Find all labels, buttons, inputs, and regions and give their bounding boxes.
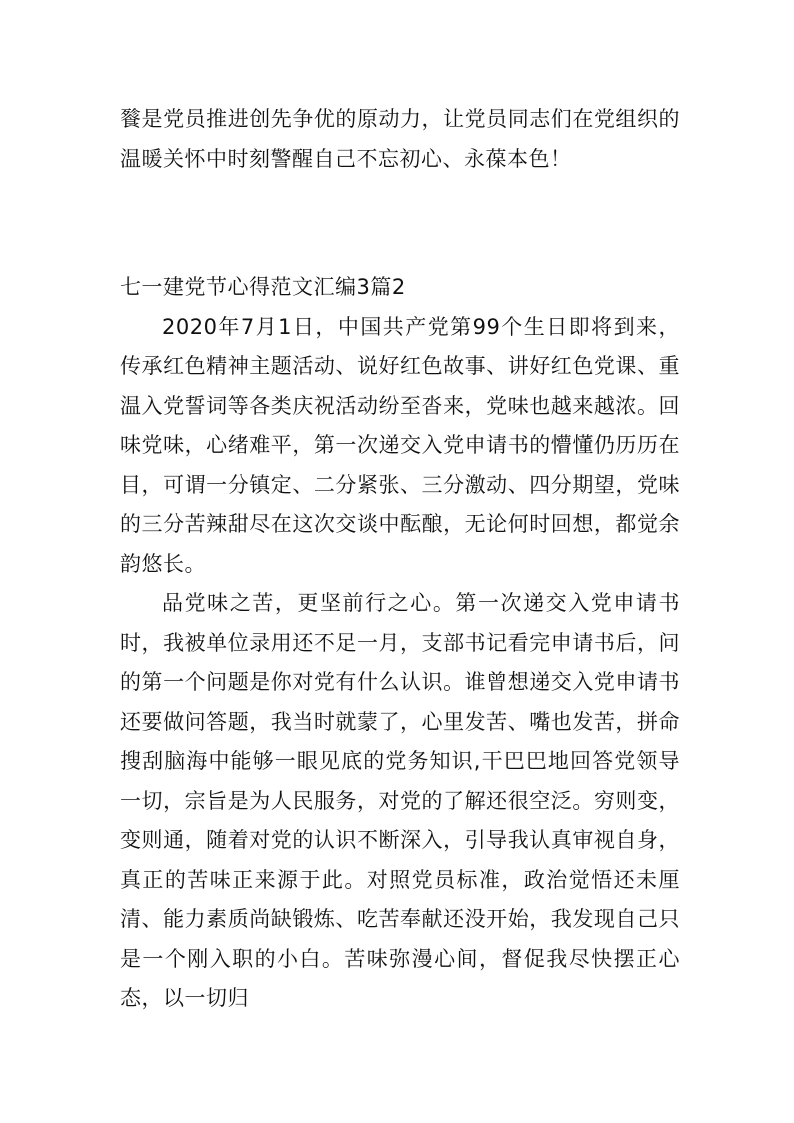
- section-heading: 七一建党节心得范文汇编3篇2: [120, 275, 406, 299]
- top-text-block: [120, 100, 680, 179]
- body-paragraph: 2020年7月1日，中国共产党第99个生日即将到来，传承红色精神主题活动、说好红色故事、讲好红色党课、重温入党誓词等各类庆祝活动纷至沓来，党味也越来越浓。回味党味，心绪难平，第一次递交入党申请书的懵懂仍历历在目，可谓一分镇定、二分紧张、三分激动、四分期望，党味的三分苦辣甜尽在这次交谈中酝酿，无论何时回想，都觉余韵悠长。: [120, 314, 680, 576]
- continuation-paragraph: 餮是党员推进创先争优的原动力，让党员同志们在党组织的温暖关怀中时刻警醒自己不忘初心、永葆本色！: [120, 107, 680, 171]
- main-text-block: [120, 268, 680, 1019]
- body-paragraph: 品党味之苦，更坚前行之心。第一次递交入党申请书时，我被单位录用还不足一月，支部书记看完申请书后，问的第一个问题是你对党有什么认识。谁曾想递交入党申请书还要做问答题，我当时就蒙了，心里发苦、嘴也发苦，拼命搜刮脑海中能够一眼见底的党务知识,干巴巴地回答党领导一切，宗旨是为人民服务，对党的了解还很空泛。穷则变，变则通，随着对党的认识不断深入，引导我认真审视自身，真正的苦味正来源于此。对照党员标准，政治觉悟还未厘清、能力素质尚缺锻炼、吃苦奉献还没开始，我发现自己只是一个刚入职的小白。苦味弥漫心间，督促我尽快摆正心态，以一切归: [120, 591, 680, 1010]
